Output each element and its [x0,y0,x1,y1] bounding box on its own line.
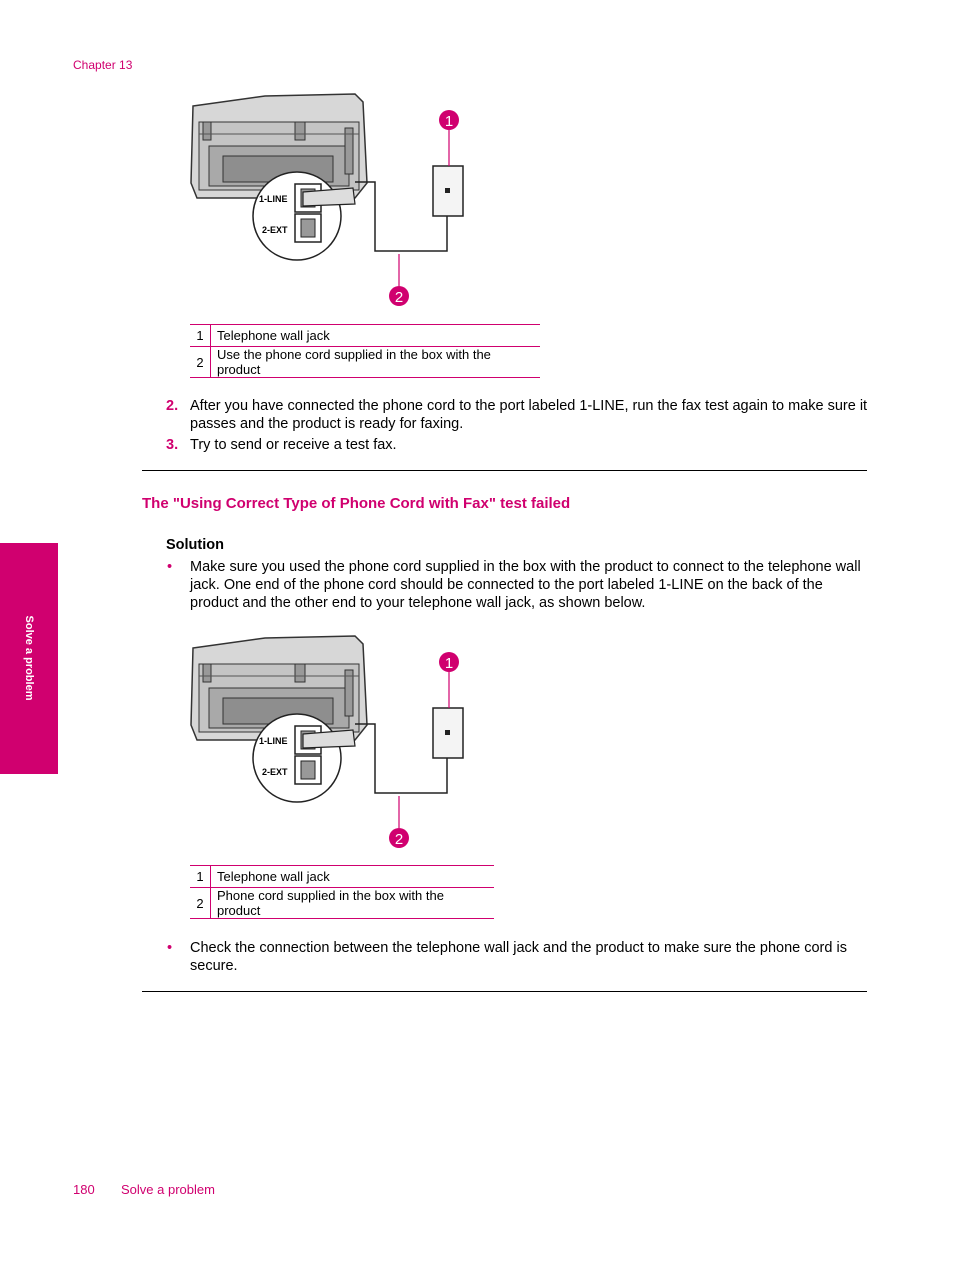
step-number: 3. [166,437,179,453]
figure-1-legend [190,324,540,378]
step-text: Try to send or receive a test fax. [190,437,397,453]
legend-row [190,888,494,919]
legend-number: 2 [190,347,211,378]
step-text: After you have connected the phone cord to the port labeled 1-LINE, run the fax test again to make sure it passes and the product is ready for faxing. [190,398,868,432]
port-2-ext-label: 2-EXT [262,767,288,777]
callout-1-label: 1 [444,655,454,672]
printer-connection-diagram-1 [185,88,495,314]
solution-label: Solution [166,537,224,553]
legend-number: 2 [190,888,211,919]
chapter-label: Chapter 13 [73,58,133,72]
step-number: 2. [166,398,179,414]
callout-2-label: 2 [394,289,404,306]
legend-row [190,325,540,347]
bullet-mark: • [167,559,173,575]
callout-1-label: 1 [444,113,454,130]
side-tab [0,543,58,774]
legend-number: 1 [190,325,211,347]
legend-row [190,347,540,378]
section-divider [142,470,867,471]
page-number: 180 [73,1182,95,1197]
figure-2-legend [190,865,494,919]
legend-number: 1 [190,866,211,888]
legend-text: Telephone wall jack [211,866,495,888]
callout-2-label: 2 [394,831,404,848]
section-divider [142,991,867,992]
port-1-line-label: 1-LINE [259,194,288,204]
bullet-mark: • [167,940,173,956]
telephone-wall-jack [433,708,463,758]
port-2-ext-label: 2-EXT [262,225,288,235]
legend-text: Use the phone cord supplied in the box with the product [211,347,541,378]
legend-text: Telephone wall jack [211,325,541,347]
section-heading: The "Using Correct Type of Phone Cord with Fax" test failed [142,495,571,512]
bullet-text: Check the connection between the telephone wall jack and the product to make sure the phone cord is secure. [190,940,847,974]
legend-row [190,866,494,888]
side-tab-label: Solve a problem [23,615,35,701]
footer-section: Solve a problem [121,1182,215,1197]
legend-text: Phone cord supplied in the box with the product [211,888,495,919]
printer-connection-diagram-2 [185,630,495,856]
port-1-line-label: 1-LINE [259,736,288,746]
bullet-text: Make sure you used the phone cord supplied in the box with the product to connect to the telephone wall jack. One end of the phone cord should be connected to the port labeled 1-LINE on the back of the product and the other end to your telephone wall jack, as shown below. [190,559,861,611]
telephone-wall-jack [433,166,463,216]
